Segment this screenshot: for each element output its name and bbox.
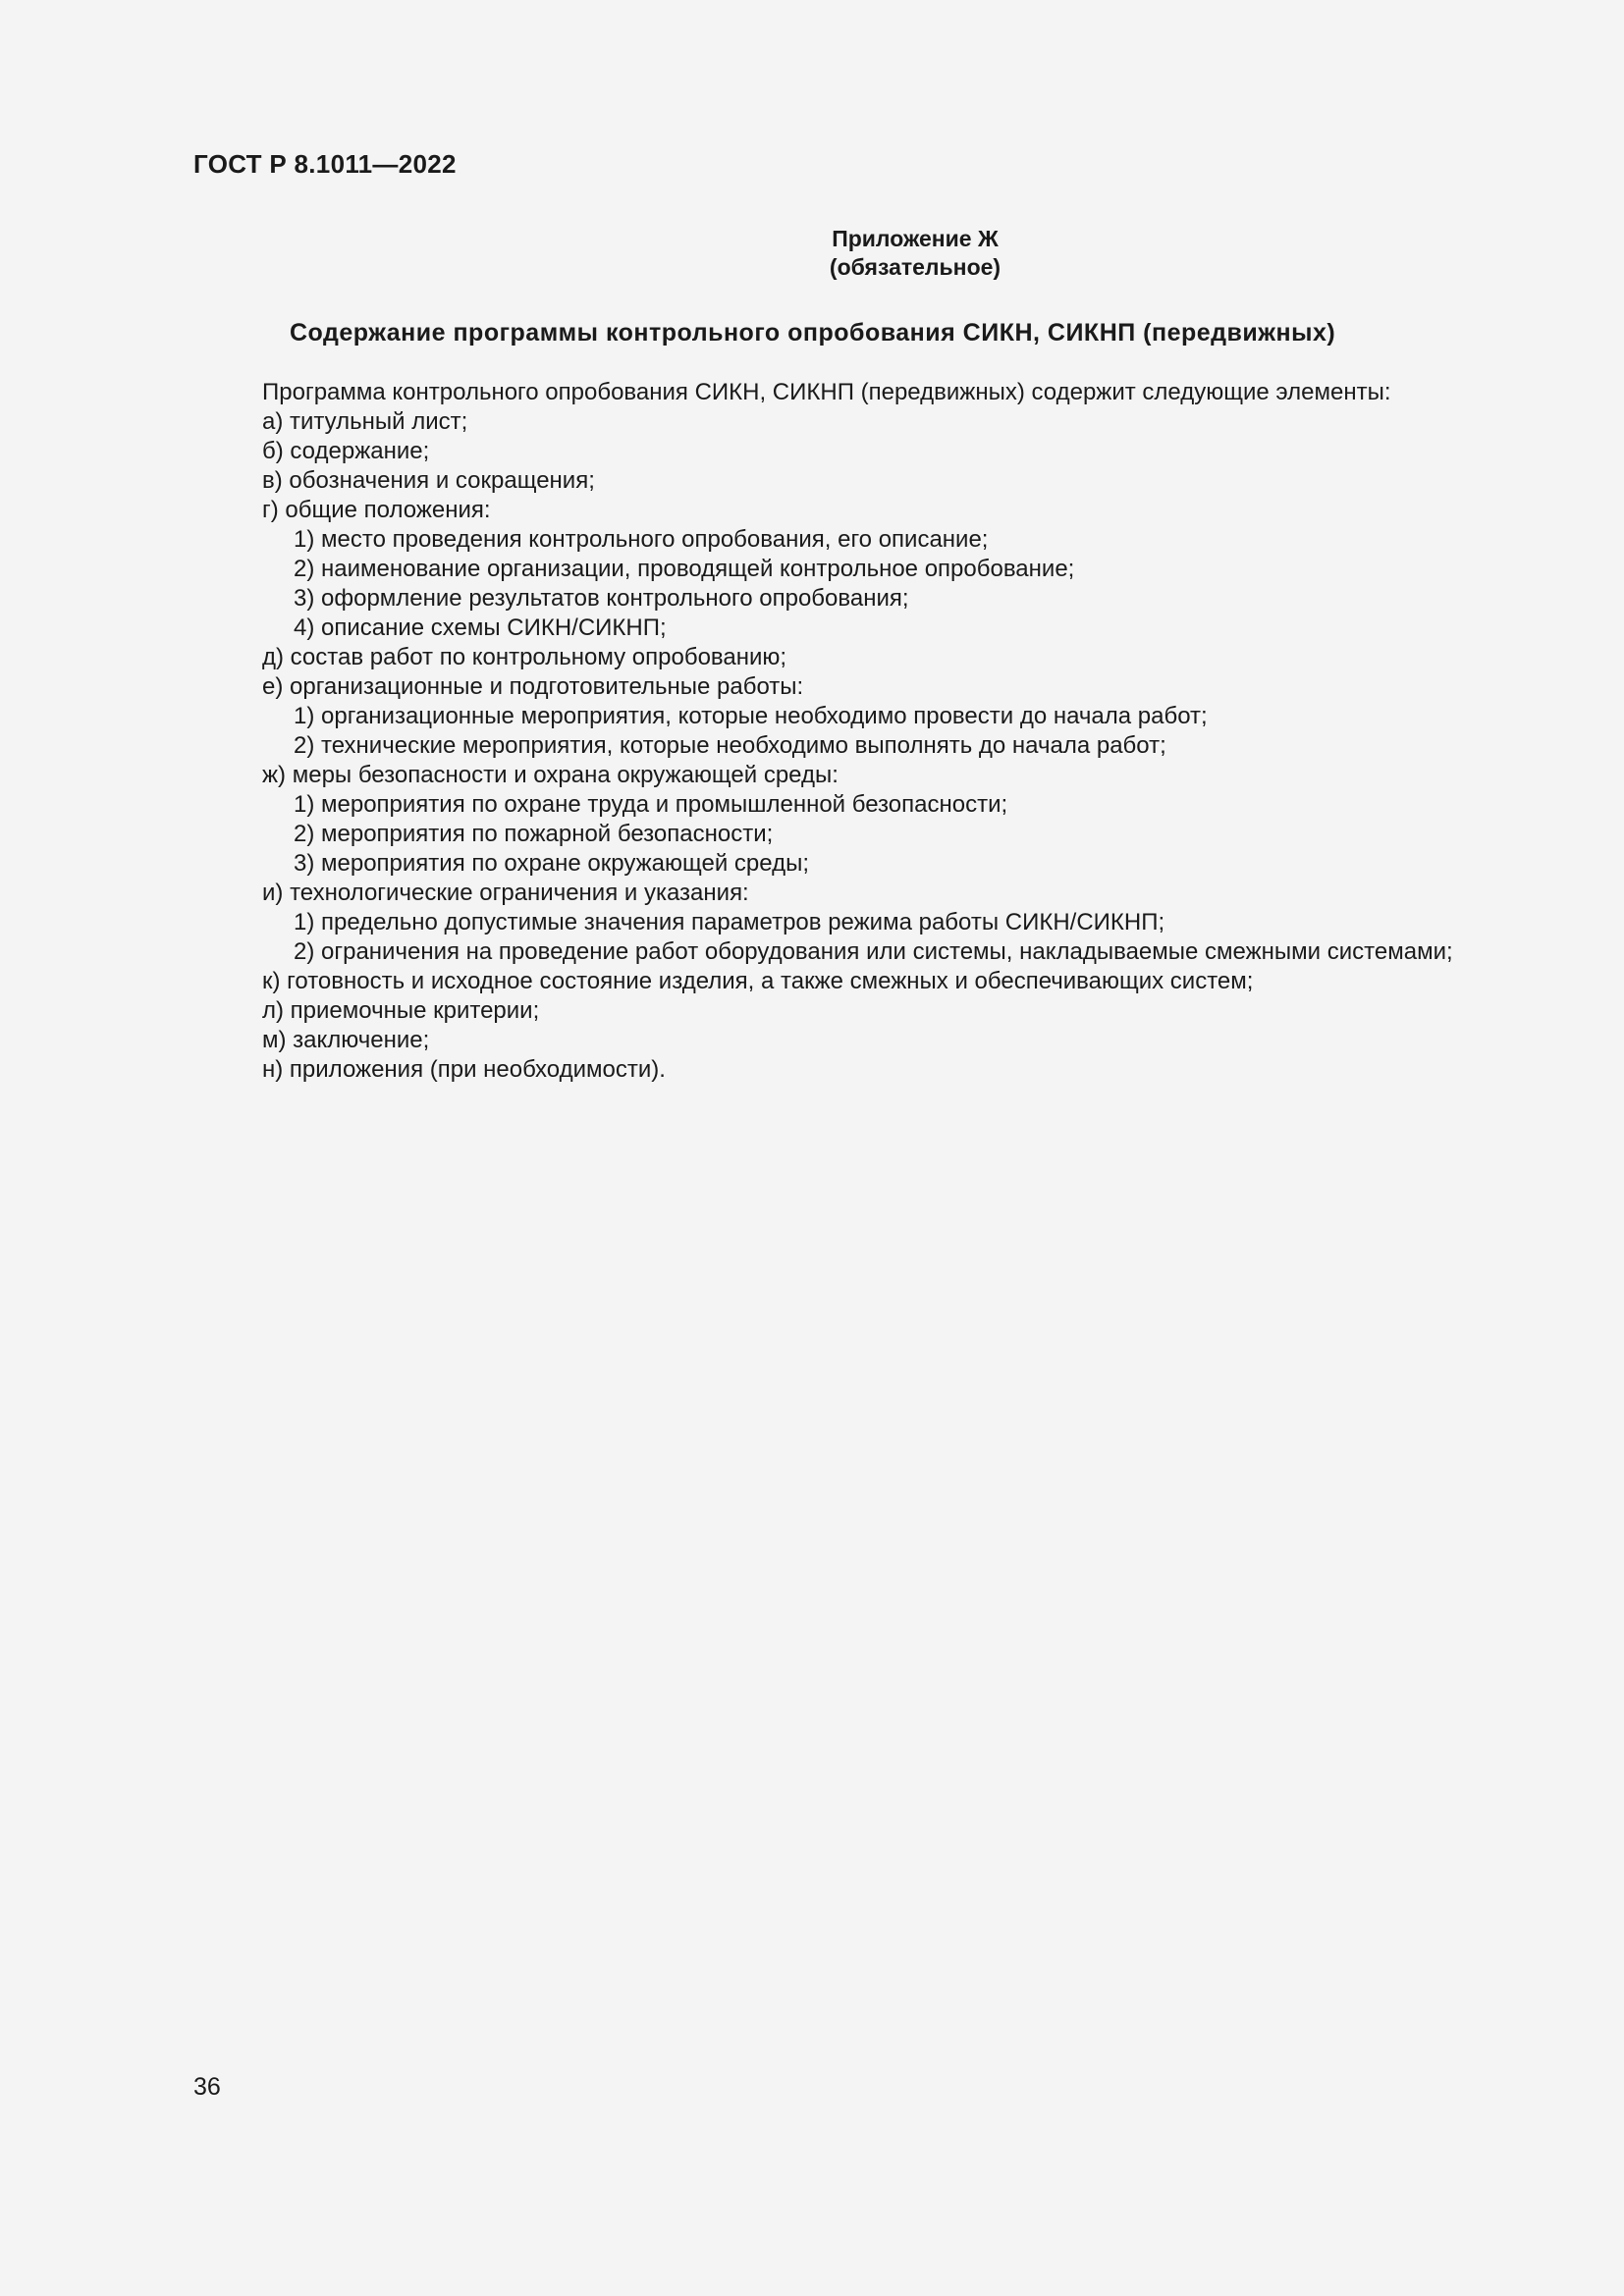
section-title: Содержание программы контрольного опробования СИКН, СИКНП (передвижных) bbox=[290, 319, 1336, 347]
sub-list-item: 1) место проведения контрольного опробования, его описание; bbox=[294, 526, 989, 553]
list-item: н) приложения (при необходимости). bbox=[262, 1056, 666, 1083]
appendix-status: (обязательное) bbox=[829, 254, 1001, 280]
list-item: м) заключение; bbox=[262, 1027, 430, 1053]
intro-line: Программа контрольного опробования СИКН, СИКНП (передвижных) содержит следующие элементы: bbox=[262, 379, 1391, 405]
appendix-title: Приложение Ж bbox=[832, 226, 999, 251]
sub-list-item: 2) мероприятия по пожарной безопасности; bbox=[294, 821, 774, 847]
document-code: ГОСТ Р 8.1011—2022 bbox=[193, 149, 457, 179]
list-item: г) общие положения: bbox=[262, 497, 491, 523]
list-item: е) организационные и подготовительные работы: bbox=[262, 673, 804, 700]
page-number: 36 bbox=[193, 2073, 221, 2101]
appendix-heading bbox=[0, 225, 1624, 282]
sub-list-item: 1) предельно допустимые значения параметров режима работы СИКН/СИКНП; bbox=[294, 909, 1165, 935]
sub-list-item: 3) мероприятия по охране окружающей среды; bbox=[294, 850, 809, 877]
list-item: к) готовность и исходное состояние изделия, а также смежных и обеспечивающих систем; bbox=[262, 968, 1254, 994]
sub-list-item: 4) описание схемы СИКН/СИКНП; bbox=[294, 614, 667, 641]
list-item: и) технологические ограничения и указания: bbox=[262, 880, 749, 906]
list-item: л) приемочные критерии; bbox=[262, 997, 540, 1024]
sub-list-item: 2) наименование организации, проводящей контрольное опробование; bbox=[294, 556, 1075, 582]
sub-list-item: 2) ограничения на проведение работ оборудования или системы, накладываемые смежными системами; bbox=[294, 938, 1453, 965]
sub-list-item: 3) оформление результатов контрольного опробования; bbox=[294, 585, 909, 612]
list-item: б) содержание; bbox=[262, 438, 430, 464]
list-item: в) обозначения и сокращения; bbox=[262, 467, 595, 494]
sub-list-item: 2) технические мероприятия, которые необходимо выполнять до начала работ; bbox=[294, 732, 1166, 759]
body-text bbox=[262, 378, 1617, 1085]
sub-list-item: 1) мероприятия по охране труда и промышленной безопасности; bbox=[294, 791, 1008, 818]
list-item: д) состав работ по контрольному опробованию; bbox=[262, 644, 787, 670]
sub-list-item: 1) организационные мероприятия, которые необходимо провести до начала работ; bbox=[294, 703, 1208, 729]
list-item: ж) меры безопасности и охрана окружающей среды: bbox=[262, 762, 839, 788]
list-item: а) титульный лист; bbox=[262, 408, 468, 435]
